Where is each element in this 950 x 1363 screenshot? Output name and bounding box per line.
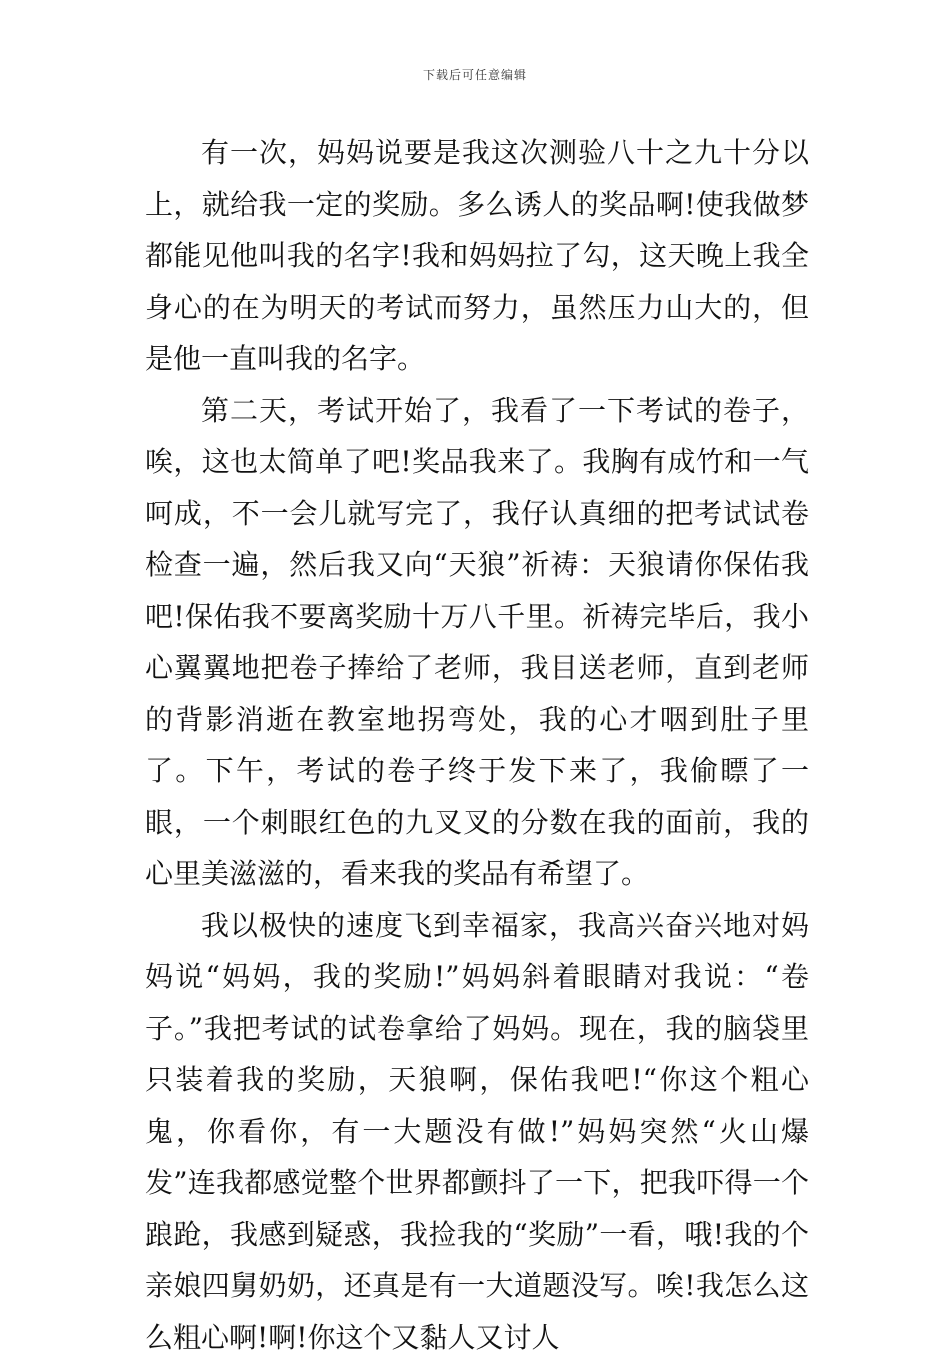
paragraph-3: 我以极快的速度飞到幸福家，我高兴奋兴地对妈妈说“妈妈，我的奖励!”妈妈斜着眼睛对我说：“卷子。”我把考试的试卷拿给了妈妈。现在，我的脑袋里只装着我的奖励，天狼啊，保佑我吧!“你这个粗心鬼，你看你，有一大题没有做!”妈妈突然“火山爆发”连我都感觉整个世界都颤抖了一下，把我吓得一个踉跄，我感到疑惑，我捡我的“奖励”一看，哦!我的个亲娘四舅奶奶，还真是有一大道题没写。唉!我怎么这么粗心啊!啊!你这个又黏人又讨人: [145, 900, 809, 1363]
paragraph-1: 有一次，妈妈说要是我这次测验八十之九十分以上，就给我一定的奖励。多么诱人的奖品啊!使我做梦都能见他叫我的名字!我和妈妈拉了勾，这天晚上我全身心的在为明天的考试而努力，虽然压力山大的，但是他一直叫我的名字。: [145, 127, 809, 385]
paragraph-2: 第二天，考试开始了，我看了一下考试的卷子，唉，这也太简单了吧!奖品我来了。我胸有成竹和一气呵成，不一会儿就写完了，我仔认真细的把考试试卷检查一遍，然后我又向“天狼”祈祷：天狼请你保佑我吧!保佑我不要离奖励十万八千里。祈祷完毕后，我小心翼翼地把卷子捧给了老师，我目送老师，直到老师的背影消逝在教室地拐弯处，我的心才咽到肚子里了。下午，考试的卷子终于发下来了，我偷瞟了一眼，一个刺眼红色的九叉叉的分数在我的面前，我的心里美滋滋的，看来我的奖品有希望了。: [145, 385, 809, 900]
page-header: 下载后可任意编辑: [0, 66, 950, 83]
document-body: [145, 127, 809, 1363]
